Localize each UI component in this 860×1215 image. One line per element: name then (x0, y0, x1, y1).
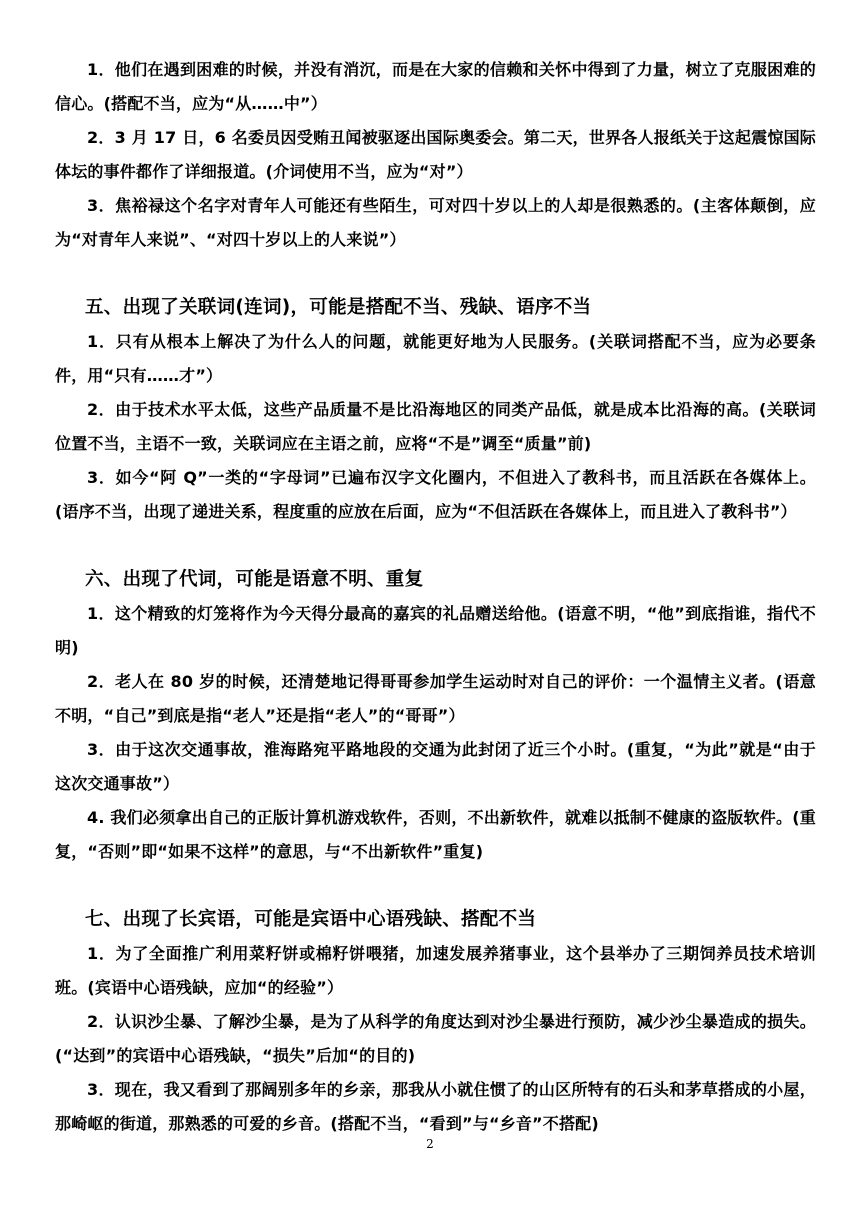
list-item: 1．他们在遇到困难的时候，并没有消沉，而是在大家的信赖和关怀中得到了力量，树立了克服困难的信心。(搭配不当，应为“从……中”） (55, 60, 816, 113)
section-heading: 七、出现了长宾语，可能是宾语中心语残缺、搭配不当 (85, 909, 537, 930)
list-item: 2．3 月 17 日，6 名委员因受贿丑闻被驱逐出国际奥委会。第二天，世界各人报纸关于这起震惊国际体坛的事件都作了详细报道。(介词使用不当，应为“对”） (55, 128, 816, 181)
list-item: 3．焦裕禄这个名字对青年人可能还有些陌生，可对四十岁以上的人却是很熟悉的。(主客体颠倒，应为“对青年人来说”、“对四十岁以上的人来说”） (55, 196, 816, 249)
list-item: 1．只有从根本上解决了为什么人的问题，就能更好地为人民服务。(关联词搭配不当，应为必要条件，用“只有……才”） (55, 332, 816, 385)
list-item: 2．老人在 80 岁的时候，还清楚地记得哥哥参加学生运动时对自己的评价：一个温情主义者。(语意不明，“自己”到底是指“老人”还是指“老人”的“哥哥”） (55, 672, 816, 725)
section-long-objects (55, 903, 816, 1141)
list-item: 2．认识沙尘暴、了解沙尘暴，是为了从科学的角度达到对沙尘暴进行预防，减少沙尘暴造成的损失。(“达到”的宾语中心语残缺，“损失”后加“的目的) (55, 1012, 816, 1065)
list-item: 2．由于技术水平太低，这些产品质量不是比沿海地区的同类产品低，就是成本比沿海的高。(关联词位置不当，主语不一致，关联词应在主语之前，应将“不是”调至“质量”前) (55, 400, 816, 453)
page-number: 2 (426, 1137, 434, 1151)
section-pronouns (55, 563, 816, 869)
document-body (55, 53, 816, 1141)
intro-section (55, 53, 816, 257)
list-item: 3．由于这次交通事故，淮海路宛平路地段的交通为此封闭了近三个小时。(重复，“为此”就是“由于这次交通事故”） (55, 740, 816, 793)
list-item: 4. 我们必须拿出自己的正版计算机游戏软件，否则，不出新软件，就难以抵制不健康的盗版软件。(重复，“否则”即“如果不这样”的意思，与“不出新软件”重复) (55, 808, 816, 861)
section-heading: 六、出现了代词，可能是语意不明、重复 (85, 569, 424, 590)
section-heading: 五、出现了关联词(连词)，可能是搭配不当、残缺、语序不当 (85, 297, 592, 318)
list-item: 1．为了全面推广利用菜籽饼或棉籽饼喂猪，加速发展养猪事业，这个县举办了三期饲养员技术培训班。(宾语中心语残缺，应加“的经验”） (55, 944, 816, 997)
list-item: 1．这个精致的灯笼将作为今天得分最高的嘉宾的礼品赠送给他。(语意不明，“他”到底指谁，指代不明) (55, 604, 816, 657)
list-item: 3．如今“阿 Q”一类的“字母词”已遍布汉字文化圈内，不但进入了教科书，而且活跃在各媒体上。(语序不当，出现了递进关系，程度重的应放在后面，应为“不但活跃在各媒体上，而且进入了教科书”） (55, 468, 816, 521)
list-item: 3．现在，我又看到了那阔别多年的乡亲，那我从小就住惯了的山区所特有的石头和茅草搭成的小屋，那崎岖的街道，那熟悉的可爱的乡音。(搭配不当，“看到”与“乡音”不搭配) (55, 1080, 816, 1133)
section-conjunctions (55, 291, 816, 529)
